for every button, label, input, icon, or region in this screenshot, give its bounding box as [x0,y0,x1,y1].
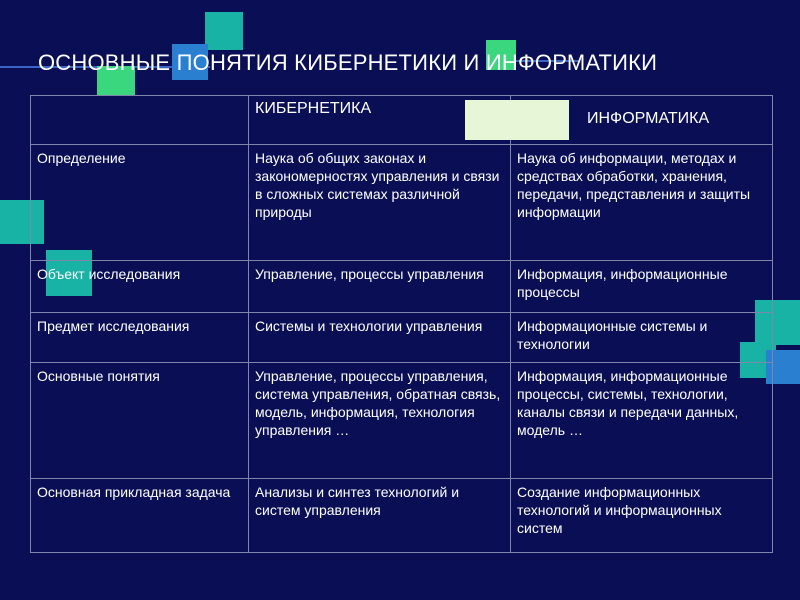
cell-informatics-research-subject: Информационные системы и технологии [511,313,773,363]
decor-square [205,12,243,50]
row-label-research-object: Объект исследования [31,261,249,313]
page-title: ОСНОВНЫЕ ПОНЯТИЯ КИБЕРНЕТИКИ И ИНФОРМАТИКИ [38,50,658,75]
cell-cybernetics-definition: Наука об общих законах и закономерностях управления и связи в сложных системах различной природы [249,145,511,261]
row-label-basic-concepts: Основные понятия [31,363,249,479]
row-label-research-subject: Предмет исследования [31,313,249,363]
table-row [31,363,773,479]
cell-informatics-basic-concepts: Информация, информационные процессы, системы, технологии, каналы связи и передачи данных, модель … [511,363,773,479]
cell-cybernetics-applied-task: Анализы и синтез технологий и систем управления [249,479,511,553]
cell-cybernetics-basic-concepts: Управление, процессы управления, система управления, обратная связь, модель, информация, технология управления … [249,363,511,479]
header-highlight-box [465,100,569,140]
cell-informatics-applied-task: Создание информационных технологий и информационных систем [511,479,773,553]
header-corner-cell [31,96,249,145]
comparison-table [30,95,773,553]
table-row [31,313,773,363]
table-row [31,145,773,261]
row-label-definition: Определение [31,145,249,261]
row-label-applied-task: Основная прикладная задача [31,479,249,553]
table-row [31,261,773,313]
column-header-informatics-label: ИНФОРМАТИКА [587,110,710,127]
column-header-cybernetics: КИБЕРНЕТИКА [249,96,511,145]
cell-cybernetics-research-object: Управление, процессы управления [249,261,511,313]
table-row [31,479,773,553]
table-header-row [31,96,773,145]
cell-informatics-research-object: Информация, информационные процессы [511,261,773,313]
cell-cybernetics-research-subject: Системы и технологии управления [249,313,511,363]
column-header-informatics [511,96,773,145]
cell-informatics-definition: Наука об информации, методах и средствах обработки, хранения, передачи, представления и защиты информации [511,145,773,261]
